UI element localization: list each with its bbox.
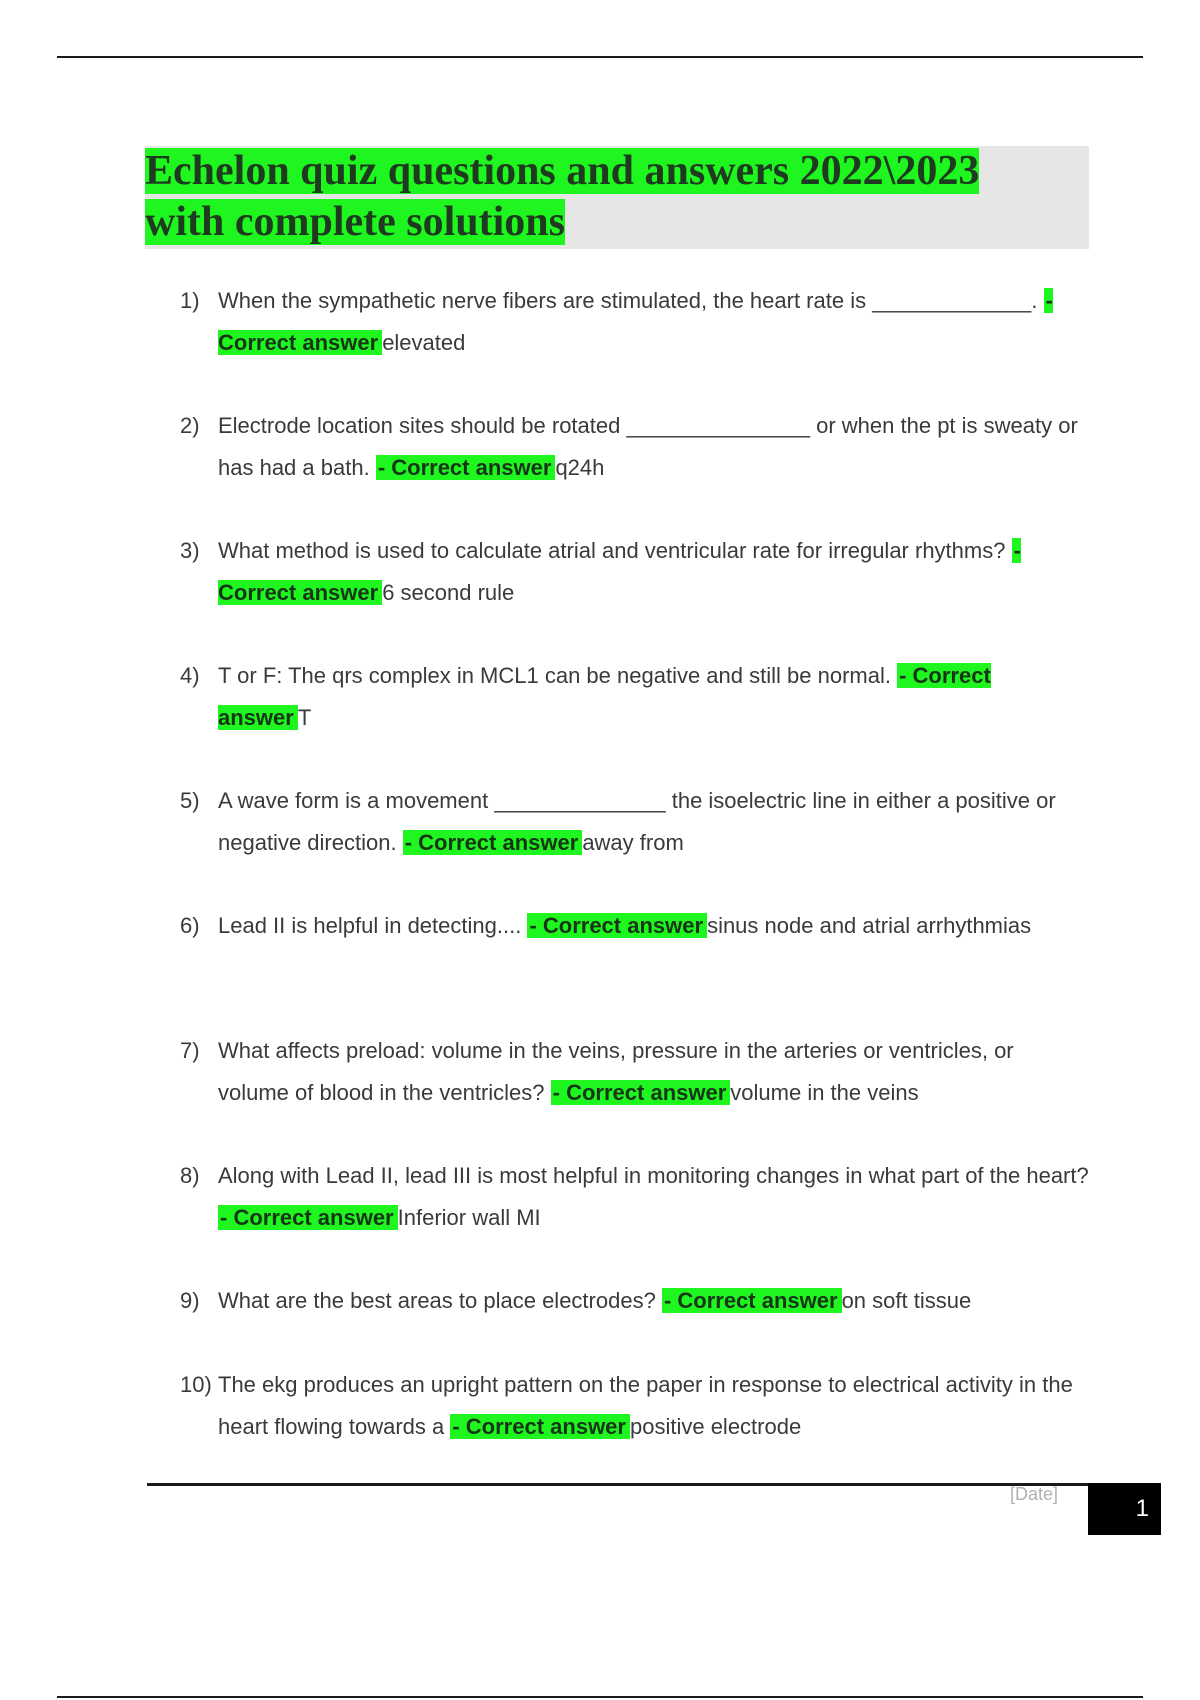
question-item	[180, 280, 1090, 364]
top-rule	[57, 56, 1143, 58]
question-number: 7)	[180, 1038, 200, 1063]
title-line-2: with complete solutions	[145, 199, 565, 245]
answer-text: on soft tissue	[841, 1288, 972, 1313]
question-item	[180, 1155, 1090, 1239]
correct-answer-label: - Correct answer	[218, 1205, 398, 1230]
question-item	[180, 530, 1090, 614]
document-title	[145, 146, 1089, 248]
question-number: 10)	[180, 1372, 212, 1397]
answer-text: away from	[582, 830, 684, 855]
page-number: 1	[1135, 1495, 1149, 1522]
correct-answer-label: - Correct answer	[376, 455, 556, 480]
correct-answer-label: - Correct answer	[218, 288, 1053, 355]
question-text: T or F: The qrs complex in MCL1 can be negative and still be normal.	[218, 663, 891, 688]
question-item	[180, 1030, 1090, 1114]
footer-rule	[147, 1483, 1093, 1486]
question-number: 5)	[180, 788, 200, 813]
question-number: 1)	[180, 288, 200, 313]
question-text: When the sympathetic nerve fibers are stimulated, the heart rate is _____________.	[218, 288, 1038, 313]
footer-date: [Date]	[1010, 1484, 1059, 1504]
question-item	[180, 780, 1090, 864]
answer-text: q24h	[555, 455, 605, 480]
question-item	[180, 905, 1090, 947]
bottom-rule	[57, 1696, 1143, 1698]
question-item	[180, 405, 1090, 489]
correct-answer-label: - Correct answer	[218, 663, 991, 730]
correct-answer-label: - Correct answer	[450, 1414, 630, 1439]
correct-answer-label: - Correct answer	[551, 1080, 731, 1105]
answer-text: 6 second rule	[382, 580, 515, 605]
question-text: Electrode location sites should be rotated _______________ or when the pt is sweaty or has had a bath.	[218, 413, 1078, 480]
answer-text: Inferior wall MI	[397, 1205, 541, 1230]
title-line-1: Echelon quiz questions and answers 2022\2023	[145, 148, 980, 194]
answer-text: positive electrode	[629, 1414, 802, 1439]
question-text: Lead II is helpful in detecting....	[218, 913, 522, 938]
question-item	[180, 655, 1090, 739]
title-block	[145, 146, 1089, 249]
question-number: 3)	[180, 538, 200, 563]
question-number: 6)	[180, 913, 200, 938]
question-text: Along with Lead II, lead III is most helpful in monitoring changes in what part of the heart?	[218, 1163, 1089, 1188]
answer-text: volume in the veins	[730, 1080, 919, 1105]
page-number-box	[1088, 1483, 1161, 1535]
question-number: 9)	[180, 1288, 200, 1313]
question-text: What affects preload: volume in the veins, pressure in the arteries or ventricles, or volume of blood in the ventricles?	[218, 1038, 1014, 1105]
answer-text: T	[297, 705, 312, 730]
question-number: 4)	[180, 663, 200, 688]
answer-text: elevated	[382, 330, 466, 355]
correct-answer-label: - Correct answer	[403, 830, 583, 855]
correct-answer-label: - Correct answer	[527, 913, 707, 938]
correct-answer-label: - Correct answer	[218, 538, 1021, 605]
question-item	[180, 1364, 1090, 1448]
question-item	[180, 1280, 1090, 1322]
question-text: A wave form is a movement ______________ the isoelectric line in either a positive or negative direction.	[218, 788, 1056, 855]
question-number: 2)	[180, 413, 200, 438]
question-number: 8)	[180, 1163, 200, 1188]
correct-answer-label: - Correct answer	[662, 1288, 842, 1313]
question-text: What are the best areas to place electrodes?	[218, 1288, 656, 1313]
question-text: What method is used to calculate atrial and ventricular rate for irregular rhythms?	[218, 538, 1006, 563]
answer-text: sinus node and atrial arrhythmias	[707, 913, 1032, 938]
question-text: The ekg produces an upright pattern on the paper in response to electrical activity in the heart flowing towards a	[218, 1372, 1073, 1439]
